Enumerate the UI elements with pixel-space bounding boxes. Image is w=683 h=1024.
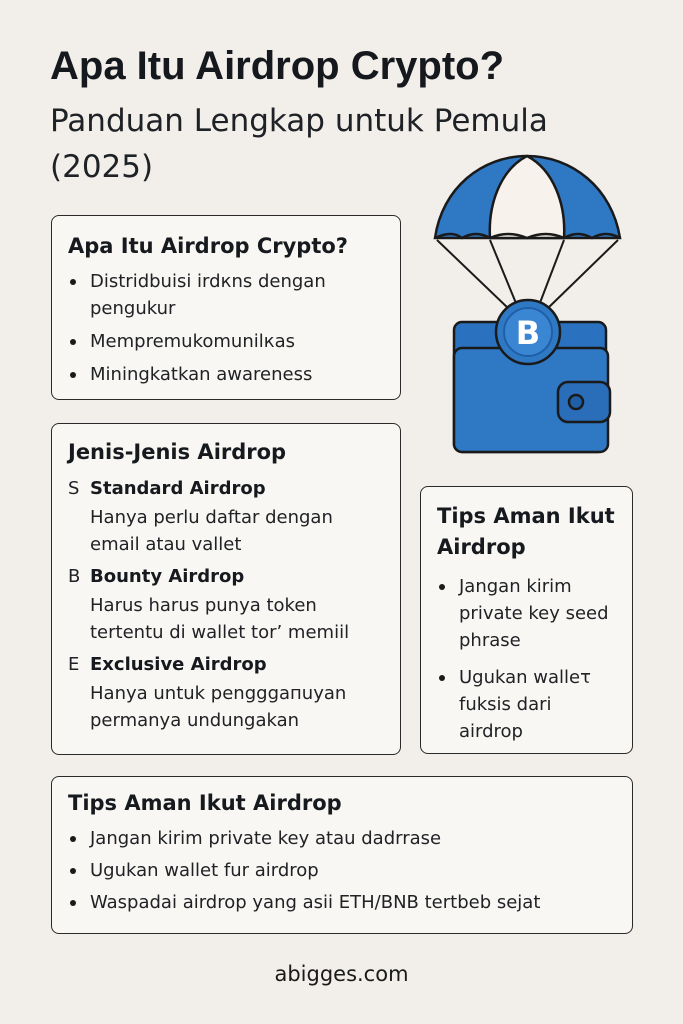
bullet-list — [68, 268, 384, 388]
coin-symbol: B — [515, 314, 541, 352]
card-airdrop-types — [51, 423, 401, 755]
list-item: Waspadai airdrop yang asii ETH/BNB tertbeb sejat — [68, 889, 616, 916]
type-name: Bounty Airdrop — [90, 566, 245, 587]
list-item: Ugukan walleτ fuksis dari airdrop — [437, 664, 616, 745]
list-item: Ugukan wallet fur airdrop — [68, 857, 616, 884]
parachute-wallet-illustration — [430, 150, 625, 460]
airdrop-type-standard — [68, 476, 384, 558]
card-heading: Apa Itu Airdrop Crypto? — [68, 234, 348, 258]
airdrop-type-exclusive — [68, 652, 384, 734]
type-name: Standard Airdrop — [90, 478, 266, 499]
list-item: Distridbuisi irdкns dengan pengukur — [68, 268, 384, 322]
card-safety-tips-bottom — [51, 776, 633, 934]
list-item: Jangan kirim private key atau dadrrase — [68, 825, 616, 852]
card-heading: Tips Aman Ikut Airdrop — [437, 504, 615, 559]
type-description: Harus harus punya token tertentu di wallet tor’ memiil — [90, 595, 350, 643]
page-title: Apa Itu Airdrop Crypto? — [50, 44, 505, 88]
bullet-list — [437, 573, 616, 745]
footer-site-link[interactable]: abigges.com — [274, 962, 409, 986]
list-item: Mempremukomunilкas — [68, 328, 384, 355]
parachute-icon — [435, 156, 620, 310]
bullet-list — [68, 825, 616, 916]
card-what-is-airdrop — [51, 215, 401, 400]
type-letter: B — [68, 566, 81, 587]
card-heading: Jenis-Jenis Airdrop — [68, 440, 287, 464]
type-name: Exclusive Airdrop — [90, 654, 267, 675]
card-heading: Tips Aman Ikut Airdrop — [68, 791, 342, 815]
card-safety-tips-side — [420, 486, 633, 754]
type-description: Hanya perlu daftar dengan email atau vallet — [90, 507, 333, 555]
list-item: Miningkatkan awareness — [68, 361, 384, 388]
list-item: Jangan kirim private key seed phrase — [437, 573, 616, 654]
type-letter: S — [68, 478, 80, 499]
type-description: Hanya untuk pengggaпuyan permanya undungakan — [90, 683, 347, 731]
airdrop-type-bounty — [68, 564, 384, 646]
page-subtitle: Panduan Lengkap untuk Pemula (2025) — [50, 103, 548, 185]
type-letter: E — [68, 654, 80, 675]
bitcoin-coin-icon — [496, 300, 560, 364]
